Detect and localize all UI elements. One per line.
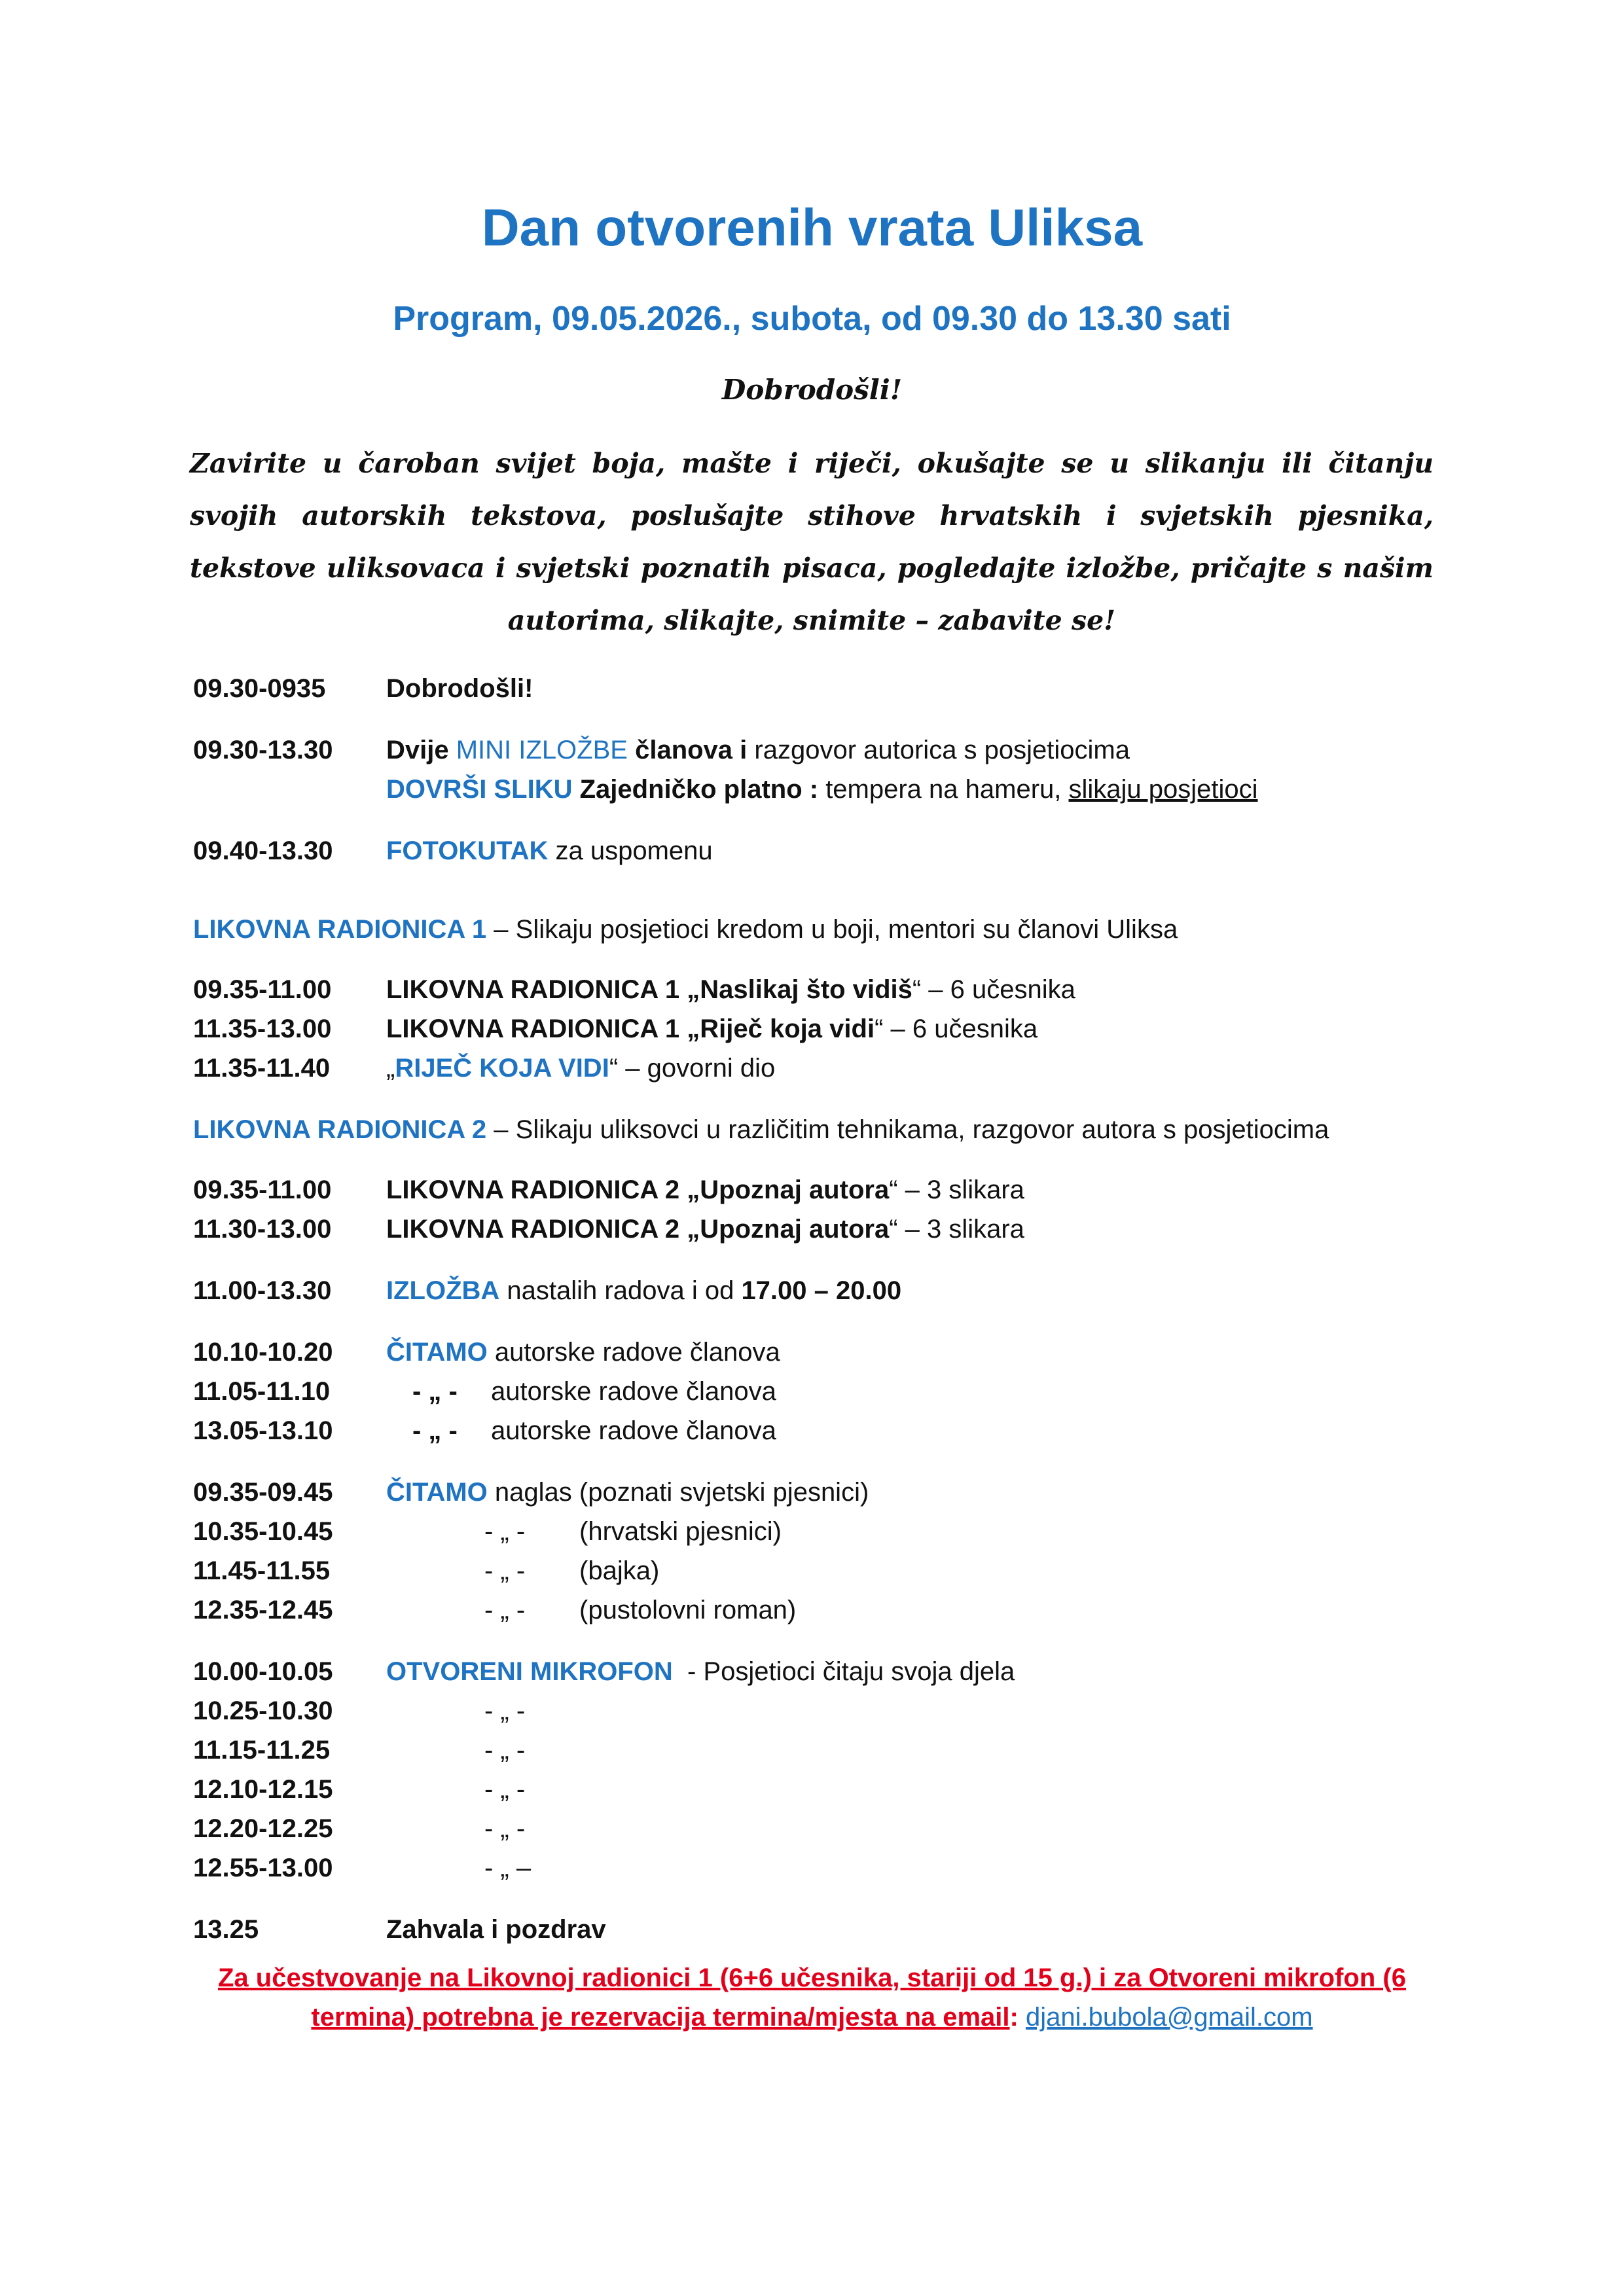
- ditto-mark: - „ -: [484, 1696, 526, 1725]
- row-text: (bajka): [579, 1556, 660, 1585]
- text-part: autorske radove članova: [487, 1338, 780, 1367]
- ditto-mark: - „ -: [484, 1736, 526, 1765]
- row-text: [386, 1652, 1015, 1691]
- page-title: Dan otvorenih vrata Uliksa: [481, 198, 1143, 257]
- row-text: [386, 970, 1075, 1009]
- row-time: 11.00-13.30: [193, 1276, 332, 1305]
- row-time: 13.05-13.10: [193, 1416, 333, 1445]
- text-part: naglas (poznati svjetski pjesnici): [487, 1478, 869, 1507]
- text-part: tempera na hameru,: [818, 775, 1069, 804]
- row-time: 09.35-09.45: [193, 1478, 333, 1507]
- ditto-mark: - „ -: [484, 1814, 526, 1843]
- row-time: 13.25: [193, 1915, 259, 1944]
- text-part: – Slikaju posjetioci kredom u boji, mentori su članovi Uliksa: [486, 915, 1178, 944]
- ditto-mark: - „ -: [484, 1775, 526, 1804]
- highlight-text: RIJEČ KOJA VIDI: [395, 1054, 609, 1083]
- row-text: Zahvala i pozdrav: [386, 1915, 606, 1944]
- row-time: 10.25-10.30: [193, 1696, 333, 1725]
- notice-line: [0, 1998, 1624, 2037]
- row-time: 10.35-10.45: [193, 1517, 333, 1546]
- row-text: (pustolovni roman): [579, 1596, 797, 1624]
- text-part: 17.00 – 20.00: [741, 1276, 902, 1305]
- row-time: 12.55-13.00: [193, 1854, 333, 1882]
- row-time: 11.05-11.10: [193, 1377, 331, 1406]
- row-text: [386, 1271, 901, 1310]
- ditto-mark: - „ –: [484, 1854, 532, 1882]
- row-time: 09.35-11.00: [193, 975, 332, 1004]
- notice-text: Za učestvovanje na Likovnoj radionici 1 (6+6 učesnika, stariji od 15 g.) i za Otvoreni mikrofon (6: [218, 1964, 1406, 1992]
- row-text: autorske radove članova: [491, 1377, 776, 1406]
- ditto-mark: - „ -: [412, 1377, 458, 1406]
- row-text: [386, 1009, 1038, 1049]
- text-part: – Slikaju uliksovci u različitim tehnikama, razgovor autora s posjetiocima: [486, 1115, 1329, 1144]
- highlight-text: LIKOVNA RADIONICA 2: [193, 1115, 487, 1144]
- text-part: - Posjetioci čitaju svoja djela: [672, 1657, 1015, 1686]
- row-time: 11.30-13.00: [193, 1215, 332, 1244]
- highlight-text: ČITAMO: [386, 1338, 488, 1367]
- text-part: Zajedničko platno :: [572, 775, 819, 804]
- text-part: nastalih radova i od: [499, 1276, 742, 1305]
- text-part: LIKOVNA RADIONICA 1 „Riječ koja vidi: [386, 1014, 875, 1043]
- row-text: [386, 1170, 1024, 1210]
- highlight-text: ČITAMO: [386, 1478, 488, 1507]
- notice-text: termina) potrebna je rezervacija termina/mjesta na email: [311, 2003, 1010, 2032]
- text-part: „: [386, 1054, 395, 1083]
- highlight-text: MINI IZLOŽBE: [456, 736, 628, 764]
- ditto-mark: - „ -: [484, 1556, 526, 1585]
- ditto-mark: - „ -: [484, 1517, 526, 1546]
- text-part: “ – 3 slikara: [889, 1215, 1024, 1244]
- highlight-text: DOVRŠI SLIKU: [386, 775, 573, 804]
- reservation-notice: [0, 1958, 1624, 2037]
- section-heading: [193, 910, 1178, 949]
- row-text: [386, 1210, 1024, 1249]
- text-part: “ – govorni dio: [609, 1054, 776, 1083]
- underlined-text: slikaju posjetioci: [1068, 775, 1258, 804]
- ditto-mark: - „ -: [484, 1596, 526, 1624]
- row-time: 12.10-12.15: [193, 1775, 333, 1804]
- text-part: “ – 6 učesnika: [875, 1014, 1038, 1043]
- row-time: 11.45-11.55: [193, 1556, 331, 1585]
- text-part: za uspomenu: [548, 836, 713, 865]
- text-part: razgovor autorica s posjetiocima: [747, 736, 1130, 764]
- row-time: 12.35-12.45: [193, 1596, 333, 1624]
- row-time: 09.30-13.30: [193, 736, 333, 764]
- row-time: 10.00-10.05: [193, 1657, 333, 1686]
- row-time: 11.15-11.25: [193, 1736, 331, 1765]
- row-time: 11.35-11.40: [193, 1054, 331, 1083]
- row-time: 12.20-12.25: [193, 1814, 333, 1843]
- row-time: 10.10-10.20: [193, 1338, 333, 1367]
- row-text: [386, 730, 1130, 770]
- section-heading: [193, 1110, 1329, 1149]
- row-time: 09.35-11.00: [193, 1175, 332, 1204]
- row-text: [386, 1333, 780, 1372]
- row-text: (hrvatski pjesnici): [579, 1517, 782, 1546]
- highlight-text: LIKOVNA RADIONICA 1: [193, 915, 487, 944]
- notice-line: [0, 1958, 1624, 1998]
- highlight-text: OTVORENI MIKROFON: [386, 1657, 673, 1686]
- row-text: [386, 770, 1258, 809]
- text-part: LIKOVNA RADIONICA 2 „Upoznaj autora: [386, 1215, 890, 1244]
- row-text: Dobrodošli!: [386, 674, 533, 703]
- page-subtitle: Program, 09.05.2026., subota, od 09.30 do 13.30 sati: [393, 300, 1231, 338]
- welcome-text: Dobrodošli!: [721, 374, 903, 406]
- row-time: 09.40-13.30: [193, 836, 333, 865]
- intro-paragraph: Zavirite u čaroban svijet boja, mašte i riječi, okušajte se u slikanju ili čitanju svojih autorskih tekstova, poslušajte stihove hrvatskih i svjetskih pjesnika, tekstove uliksovaca i svjetski poznatih pisaca, pogledajte izložbe, pričajte s našim autorima, slikajte, snimite – zabavite se!: [190, 448, 1434, 636]
- row-text: [386, 1049, 775, 1088]
- text-part: LIKOVNA RADIONICA 1 „Naslikaj što vidiš: [386, 975, 912, 1004]
- row-time: 09.30-0935: [193, 674, 326, 703]
- ditto-mark: - „ -: [412, 1416, 458, 1445]
- text-part: članova i: [627, 736, 748, 764]
- highlight-text: FOTOKUTAK: [386, 836, 549, 865]
- text-part: “ – 3 slikara: [889, 1175, 1024, 1204]
- row-text: autorske radove članova: [491, 1416, 776, 1445]
- notice-colon: :: [1009, 2003, 1019, 2032]
- highlight-text: IZLOŽBA: [386, 1276, 500, 1305]
- text-part: LIKOVNA RADIONICA 2 „Upoznaj autora: [386, 1175, 890, 1204]
- email-link[interactable]: djani.bubola@gmail.com: [1025, 2003, 1313, 2032]
- text-part: “ – 6 učesnika: [912, 975, 1075, 1004]
- text-part: Dvije: [386, 736, 456, 764]
- row-text: [386, 831, 713, 870]
- row-time: 11.35-13.00: [193, 1014, 332, 1043]
- row-text: [386, 1473, 869, 1512]
